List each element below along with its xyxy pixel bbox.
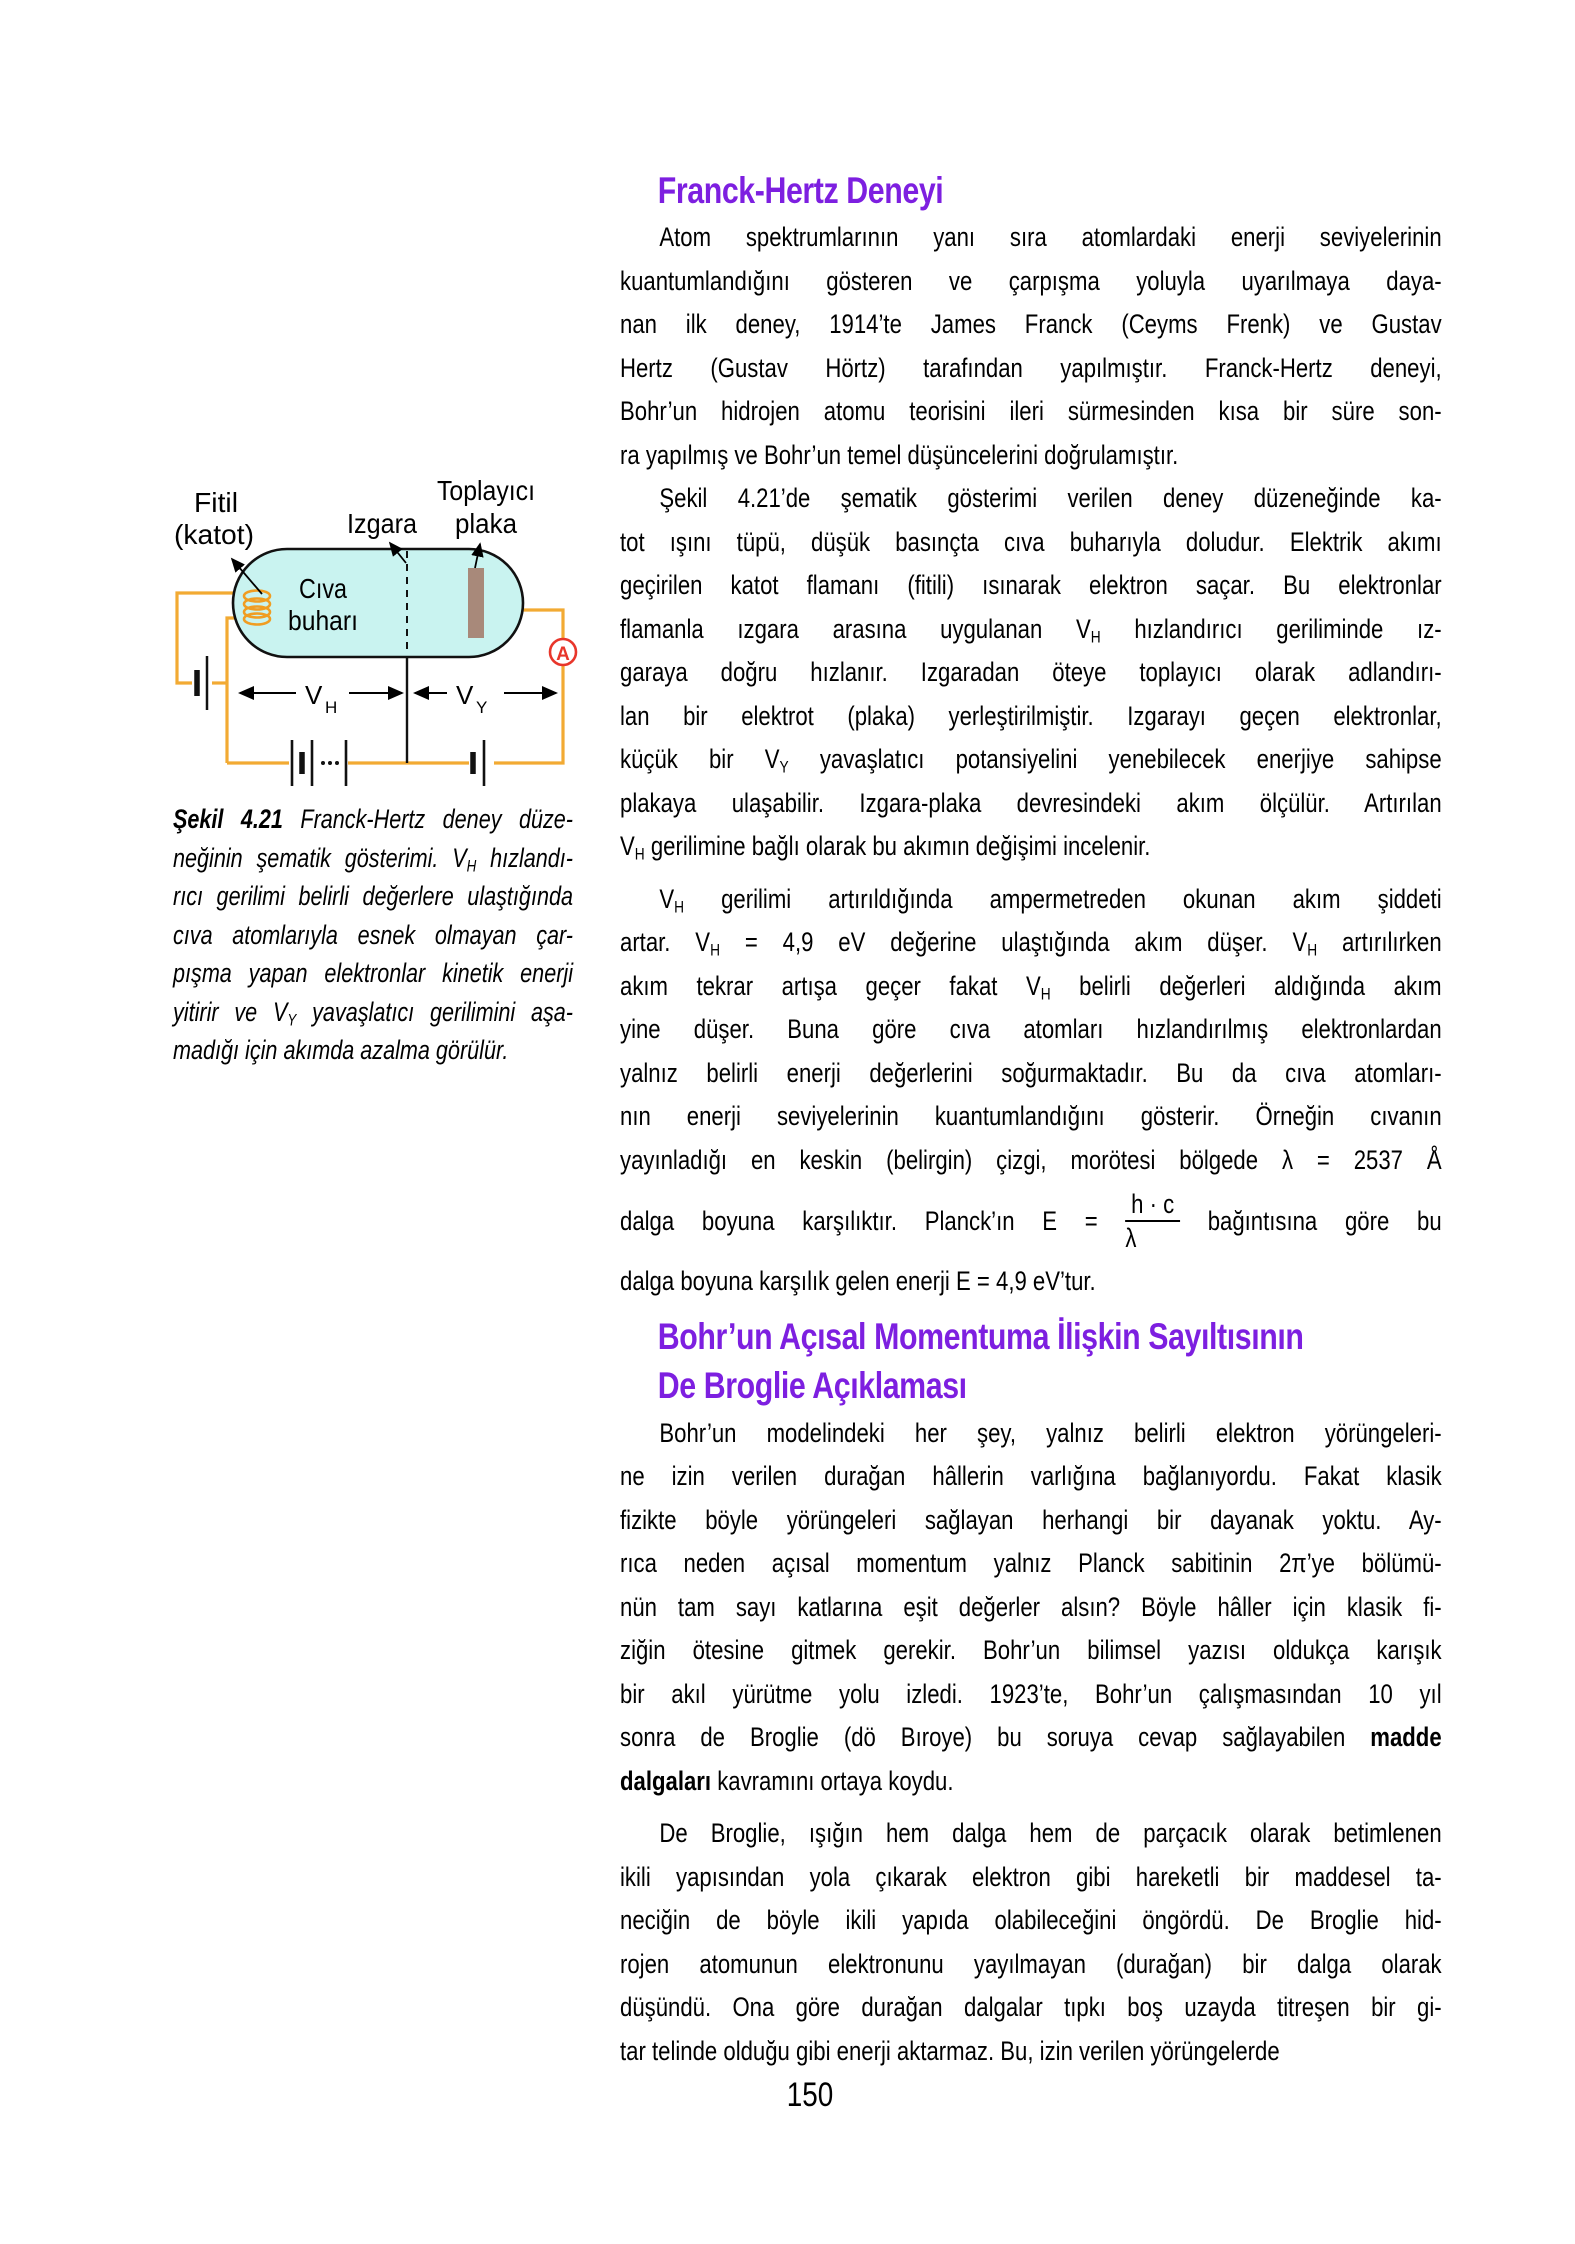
text-line: Şekil 4.21 Franck-Hertz deney düze- xyxy=(173,804,573,834)
text-line: artar. $V_H = 4,9$ eV değerine ulaştığında akım düşer. $V_H$ artırılırken xyxy=(620,927,1442,960)
text-line: $V_H$ gerilimine bağlı olarak bu akımın değişimi incelenir. xyxy=(620,831,1151,864)
vy-label: V xyxy=(456,680,474,710)
text-line: rıcı gerilimi belirli değerlere ulaştığında xyxy=(173,881,573,911)
text-line: geçirilen katot flamanı (fitili) ısınarak elektron saçar. Bu elektronlar xyxy=(620,570,1442,600)
vh-label-sub: H xyxy=(325,698,338,717)
text-line: kuantumlandığını gösteren ve çarpışma yoluyla uyarılmaya daya- xyxy=(620,265,1442,296)
text-line: Bohr’un hidrojen atomu teorisini ileri sürmesinden kısa bir süre son- xyxy=(620,396,1442,426)
text-line: düşündü. Ona göre durağan dalgalar tıpkı boş uzayda titreşen bir gi- xyxy=(620,1992,1442,2022)
label-buhari: buharı xyxy=(288,605,358,636)
text-line: yalnız belirli enerji değerlerini soğurmaktadır. Bu da cıva atomları- xyxy=(620,1057,1442,1088)
figure-4-21 xyxy=(110,476,580,790)
text-line: Bohr’un modelindeki her şey, yalnız belirli elektron yörüngeleri- xyxy=(659,1417,1442,1448)
text-line: lan bir elektrot (plaka) yerleştirilmiştir. Izgarayı geçen elektronlar, xyxy=(620,700,1442,731)
vy-dimension xyxy=(415,680,556,717)
filament-battery xyxy=(197,656,207,710)
text-line: nın enerji seviyelerinin kuantumlandığını gösterir. Örneğin cıvanın xyxy=(620,1101,1442,1131)
label-toplayici: Toplayıcı xyxy=(437,476,535,506)
text-line: rıca neden açısal momentum yalnız Planck sabitinin 2π’ye bölümü- xyxy=(620,1548,1442,1578)
text-line: tot ışını tüpü, düşük basınçta cıva buharıyla doludur. Elektrik akımı xyxy=(620,526,1442,557)
vy-label-sub: Y xyxy=(476,698,488,717)
text-line: plakaya ulaşabilir. Izgara-plaka devresindeki akım ölçülür. Artırılan xyxy=(620,787,1442,818)
text-line: yitirir ve $V_Y$ yavaşlatıcı gerilimini aşa- xyxy=(173,996,573,1030)
text-line: fizikte böyle yörüngeleri sağlayan herhangi bir dayanak yoktu. Ay- xyxy=(620,1504,1442,1535)
text-line: ne izin verilen durağan hâllerin varlığına bağlanıyordu. Fakat klasik xyxy=(620,1461,1442,1491)
text-line: madığı için akımda azalma görülür. xyxy=(173,1035,509,1065)
ammeter-icon xyxy=(550,639,576,665)
text-line: ikili yapısından yola çıkarak elektron gibi hareketli bir maddesel ta- xyxy=(620,1861,1442,1892)
text-line: garaya doğru hızlanır. Izgaradan öteye toplayıcı olarak adlandırı- xyxy=(620,657,1442,687)
label-plaka: plaka xyxy=(455,508,518,539)
text-line: ziğin ötesine gitmek gerekir. Bohr’un bilimsel yazısı oldukça karışık xyxy=(620,1635,1442,1665)
label-civa: Cıva xyxy=(299,573,348,604)
page-number: 150 xyxy=(786,2076,834,2114)
text-line: Atom spektrumlarının yanı sıra atomlardaki enerji seviyelerinin xyxy=(659,222,1442,252)
text-line: neciğin de böyle ikili yapıda olabileceğini öngördü. De Broglie hid- xyxy=(620,1905,1442,1935)
accelerating-battery xyxy=(292,740,346,786)
paragraph xyxy=(620,1812,1442,2073)
vh-dimension xyxy=(240,680,402,717)
figure-caption xyxy=(173,800,573,1070)
text-line: küçük bir $V_Y$ yavaşlatıcı potansiyelini yenebilecek enerjiye sahipse xyxy=(620,744,1442,777)
text-line: Hertz (Gustav Hörtz) tarafından yapılmıştır. Franck-Hertz deneyi, xyxy=(620,352,1442,383)
section-title-line-1: Bohr’un Açısal Momentuma İlişkin Sayıltısının xyxy=(657,1315,1304,1357)
paragraph xyxy=(620,1412,1442,1804)
text-line: dalgaları kavramını ortaya koydu. xyxy=(620,1765,954,1796)
text-line: bir akıl yürütme yolu izledi. 1923’te, Bohr’un çalışmasından 10 yıl xyxy=(620,1678,1442,1709)
text-line: cıva atomlarıyla esnek olmayan çar- xyxy=(173,919,573,950)
main-text-column xyxy=(620,168,1442,2073)
text-line: Şekil 4.21’de şematik gösterimi verilen deney düzeneğinde ka- xyxy=(659,483,1442,513)
text-line: yine düşer. Buna göre cıva atomları hızlandırılmış elektronlardan xyxy=(620,1014,1442,1044)
text-line: De Broglie, ışığın hem dalga hem de parçacık olarak betimlenen xyxy=(659,1818,1442,1848)
section-title-de-broglie xyxy=(658,1312,1442,1410)
text-line: neğinin şematik gösterimi. $V_H$ hızlandı- xyxy=(173,842,573,876)
section-title-line-2: De Broglie Açıklaması xyxy=(657,1364,967,1406)
text-line: sonra de Broglie (dö Bıroye) bu soruya cevap sağlayabilen madde xyxy=(620,1722,1442,1752)
text-line: yayınladığı en keskin (belirgin) çizgi, morötesi bölgede λ = 2537 Å xyxy=(620,1144,1442,1175)
text-line: akım tekrar artışa geçer fakat $V_H$ belirli değerleri aldığında akım xyxy=(620,970,1442,1004)
paragraph xyxy=(620,477,1442,869)
label-izgara: Izgara xyxy=(347,508,418,539)
collector-plate xyxy=(468,568,484,638)
franck-hertz-schematic xyxy=(110,476,580,790)
text-line: nün tam sayı katlarına eşit değerler alsın? Böyle hâller için klasik fi- xyxy=(620,1591,1442,1622)
equation-fraction: $\frac{h \cdot c}{\lambda}$ xyxy=(1125,1190,1180,1253)
text-line: nan ilk deney, 1914’te James Franck (Ceyms Frenk) ve Gustav xyxy=(620,309,1442,339)
paragraph xyxy=(620,878,1442,1304)
retarding-battery xyxy=(473,740,484,786)
text-line: $V_H$ gerilimi artırıldığında ampermetreden okunan akım şiddeti xyxy=(659,883,1442,917)
paragraph xyxy=(620,216,1442,477)
text-line: dalga boyuna karşılıktır. Planck’ın E = $\frac{h \cdot c}{\lambda}$ bağıntısına göre bu xyxy=(620,1188,1442,1253)
text-line: flamanla ızgara arasına uygulanan $V_H$ hızlandırıcı geriliminde ız- xyxy=(620,613,1442,647)
text-line: rojen atomunun elektronunu yayılmayan (durağan) bir dalga olarak xyxy=(620,1948,1442,1979)
vh-label: V xyxy=(305,680,323,710)
ammeter-letter: A xyxy=(556,644,570,665)
text-line: dalga boyuna karşılık gelen enerji E = 4,9 eV’tur. xyxy=(620,1266,1096,1296)
label-katot: (katot) xyxy=(174,519,254,550)
text-line: ra yapılmış ve Bohr’un temel düşüncelerini doğrulamıştır. xyxy=(620,439,1179,470)
text-line: tar telinde olduğu gibi enerji aktarmaz. Bu, izin verilen yörüngelerde xyxy=(620,2035,1280,2066)
text-line: pışma yapan elektronlar kinetik enerji xyxy=(173,958,573,988)
section-title-franck-hertz: Franck-Hertz Deneyi xyxy=(657,170,944,211)
label-fitil: Fitil xyxy=(194,487,238,518)
